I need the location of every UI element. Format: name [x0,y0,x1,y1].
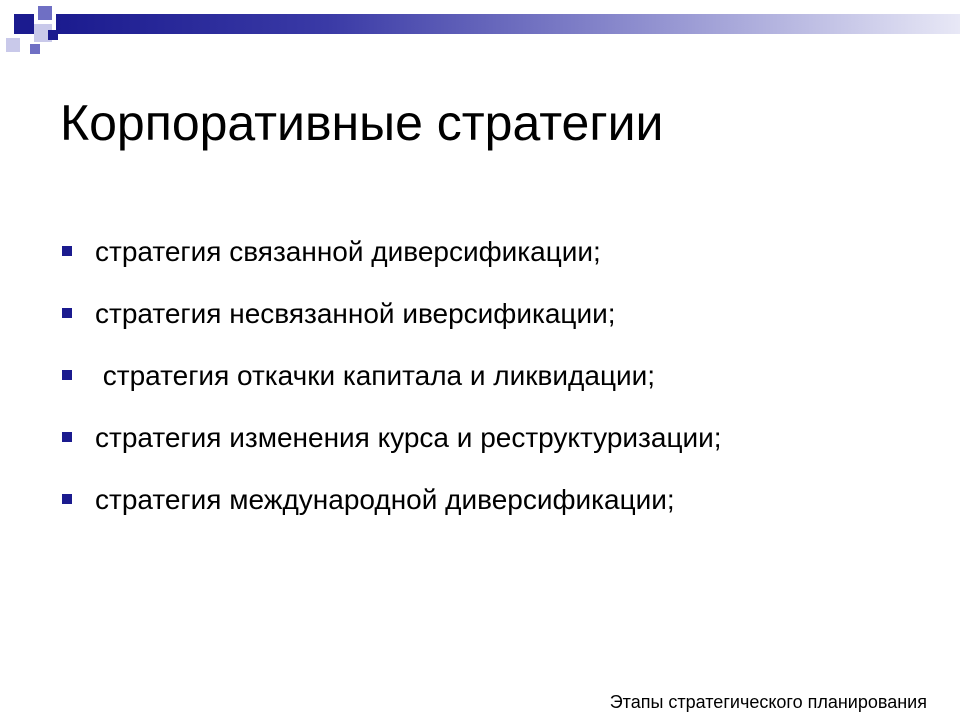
decor-square [14,14,34,34]
slide-footer: Этапы стратегического планирования [609,692,927,712]
list-item [60,296,920,358]
list-item [60,358,920,420]
list-item [60,482,920,544]
header-gradient-band [56,14,960,34]
bullet-text: стратегия откачки капитала и ликвидации; [95,360,656,391]
square-bullet-icon [62,370,72,380]
header-decoration [0,0,960,56]
list-item [60,234,920,296]
square-bullet-icon [62,246,72,256]
square-bullet-icon [62,432,72,442]
slide-title: Корпоративные стратегии [60,95,664,151]
bullet-text: стратегия несвязанной иверсификации; [95,298,616,329]
decor-square [48,30,58,40]
bullet-text: стратегия связанной диверсификации; [95,236,601,267]
bullet-list [60,234,920,544]
decor-square [6,38,20,52]
list-item [60,420,920,482]
bullet-text: стратегия международной диверсификации; [95,484,675,515]
square-bullet-icon [62,494,72,504]
square-bullet-icon [62,308,72,318]
decor-square [38,6,52,20]
bullet-text: стратегия изменения курса и реструктуризации; [95,422,722,453]
decor-square [30,44,40,54]
